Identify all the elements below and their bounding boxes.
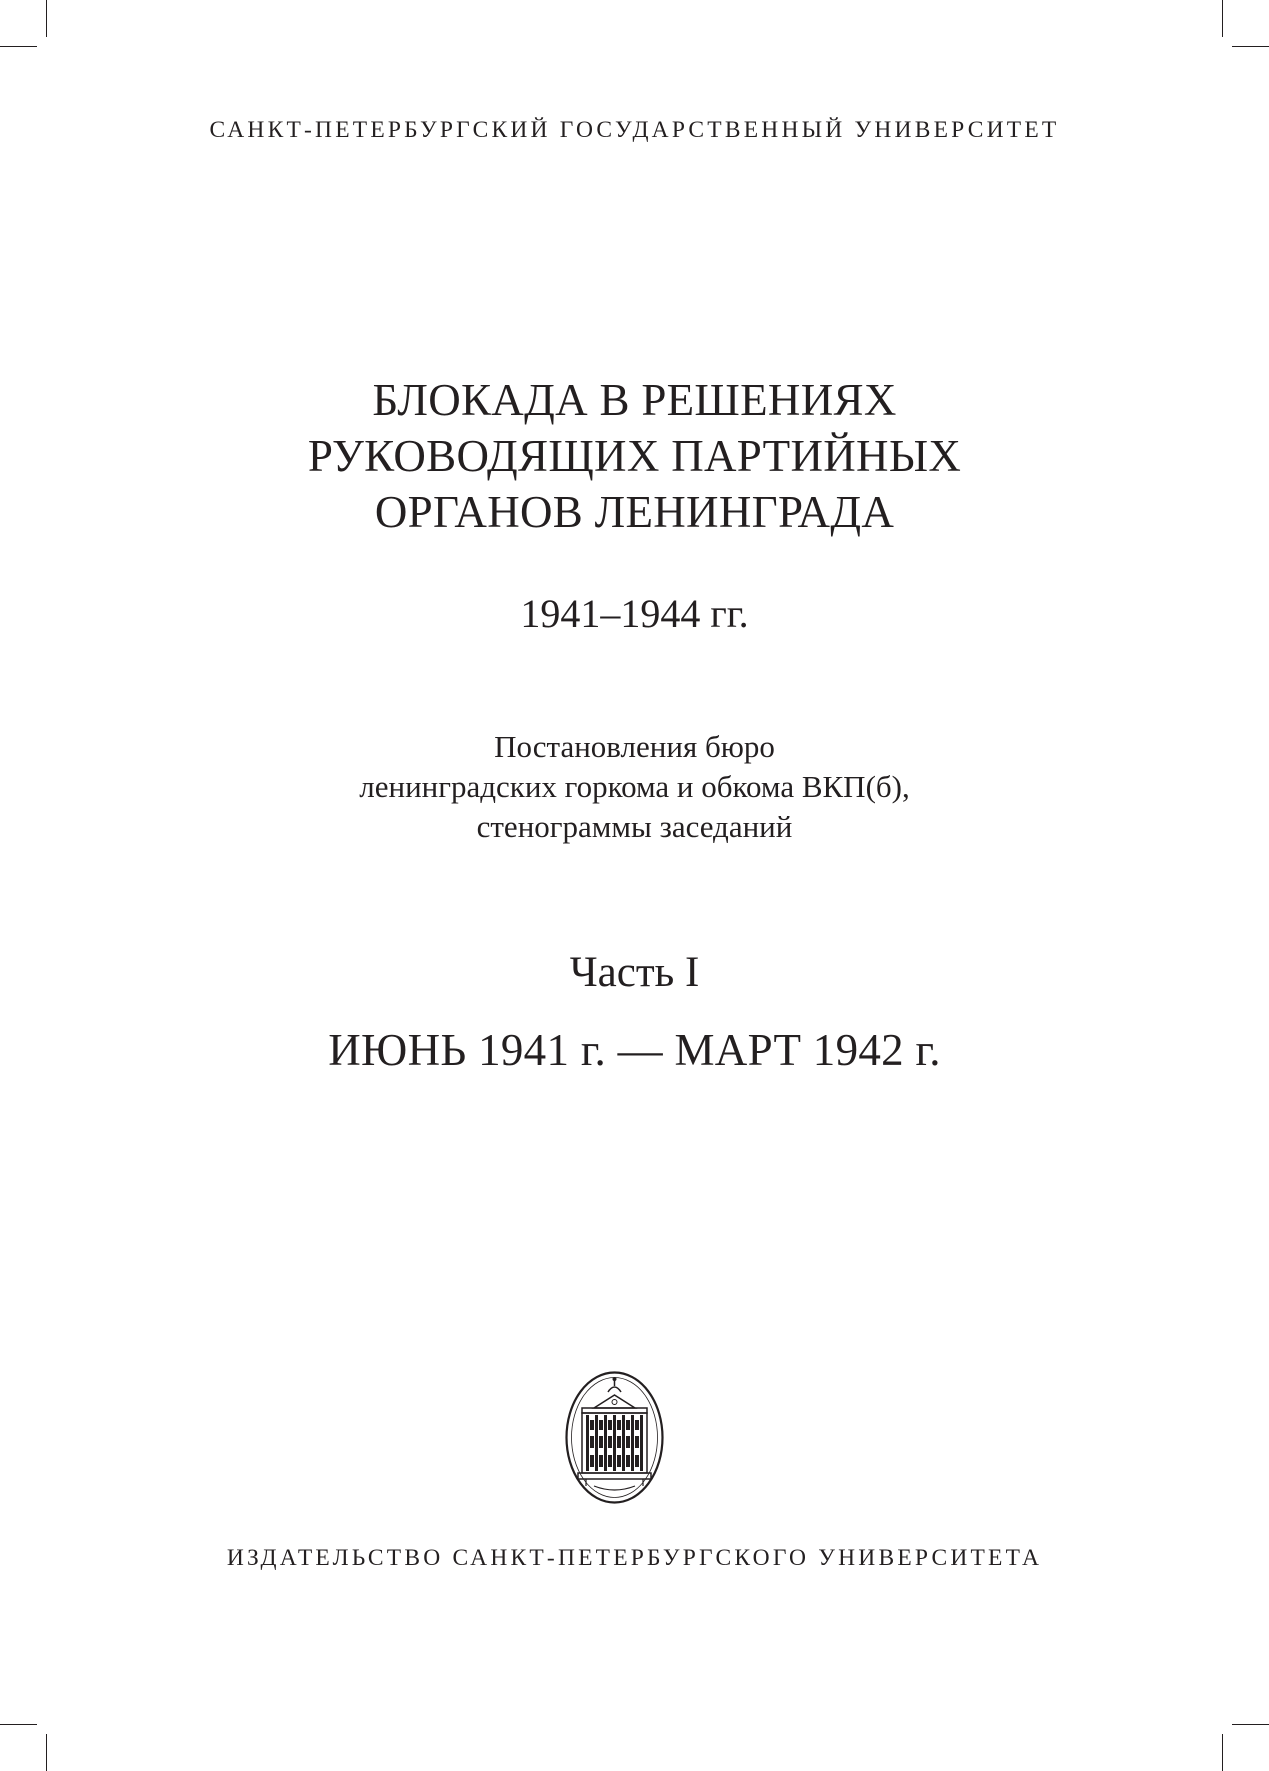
book-title (0, 372, 1269, 540)
crop-mark (0, 46, 37, 47)
part-label: Часть I (569, 949, 700, 996)
crop-mark (1232, 46, 1269, 47)
crop-mark (1222, 0, 1223, 37)
crop-mark (46, 1734, 47, 1771)
book-years: 1941–1944 гг. (520, 591, 749, 636)
crop-mark (1222, 1734, 1223, 1771)
university-name: САНКТ-ПЕТЕРБУРГСКИЙ ГОСУДАРСТВЕННЫЙ УНИВЕРСИТЕТ (209, 117, 1060, 143)
crop-mark (46, 0, 47, 37)
book-title-line: ОРГАНОВ ЛЕНИНГРАДА (374, 487, 895, 537)
publisher-name: ИЗДАТЕЛЬСТВО САНКТ-ПЕТЕРБУРГСКОГО УНИВЕРСИТЕТА (226, 1545, 1043, 1571)
book-title-line: РУКОВОДЯЩИХ ПАРТИЙНЫХ (307, 431, 962, 481)
subtitle-line: ленинградских горкома и обкома ВКП(б), (359, 769, 910, 804)
crop-mark (0, 1724, 37, 1725)
book-subtitle (0, 727, 1269, 847)
crop-mark (1232, 1724, 1269, 1725)
subtitle-line: стенограммы заседаний (476, 809, 793, 844)
subtitle-line: Постановления бюро (494, 729, 775, 764)
book-title-line: БЛОКАДА В РЕШЕНИЯХ (372, 375, 897, 425)
university-emblem-icon (564, 1370, 665, 1505)
part-dates: ИЮНЬ 1941 г. — МАРТ 1942 г. (328, 1025, 941, 1075)
